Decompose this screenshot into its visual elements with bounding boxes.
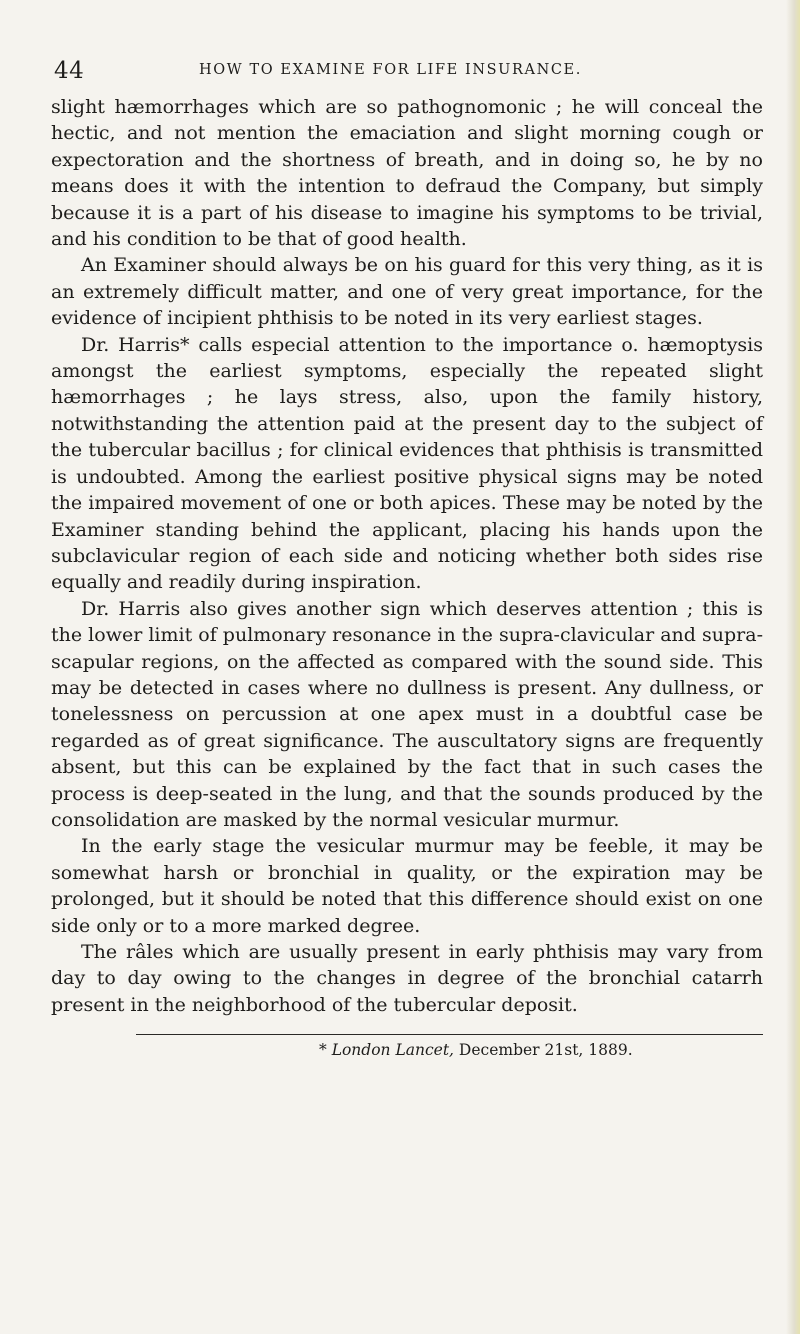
page-number: 44 [54,58,85,84]
paragraph-harris-haemoptysis: Dr. Harris* calls especial attention to the importance o. hæmoptysis amongst the earliest symptoms, especially the repeated slight hæmorrhages ; he lays stress, also, upon the family history, notwithstanding the attention paid at the present day to the subject of the tubercular bacillus ; for clinical evidences that phthisis is transmitted is undoubted. Among the earliest positive physical signs may be noted the impaired movement of one or both apices. These may be noted by the Examiner standing behind the applicant, placing his hands upon the subclavicular region of each side and noticing whether both sides rise equally and readily during inspiration. [51,333,763,594]
footnote-divider [136,1034,763,1035]
page-header [51,58,763,88]
footnote-date: December 21st, 1889. [454,1041,633,1060]
page-edge-shadow [786,0,800,1334]
paragraph-examiner-guard: An Examiner should always be on his guard for this very thing, as it is an extremely difficult matter, and one of very great importance, for the evidence of incipient phthisis to be noted in its very earliest stages. [51,254,763,330]
paragraph-continued: slight hæmorrhages which are so pathognomonic ; he will conceal the hectic, and not mention the emaciation and slight morning cough or expectoration and the shortness of breath, and in doing so, he by no means does it with the intention to defraud the Company, but simply because it is a part of his disease to imagine his symptoms to be trivial, and his condition to be that of good health. [51,96,763,251]
footnote [51,1039,763,1061]
footnote-marker: * [319,1041,332,1060]
paragraph-vesicular-murmur: In the early stage the vesicular murmur may be feeble, it may be somewhat harsh or bronchial in quality, or the expiration may be prolonged, but it should be noted that this difference should exist on one side only or to a more marked degree. [51,835,763,937]
body-text [51,94,763,1018]
running-title: HOW TO EXAMINE FOR LIFE INSURANCE. [199,62,582,78]
paragraph-rales: The râles which are usually present in early phthisis may vary from day to day owing to the changes in degree of the bronchial catarrh present in the neighborhood of the tubercular deposit. [51,941,763,1016]
book-page [51,58,763,1061]
paragraph-harris-resonance: Dr. Harris also gives another sign which deserves attention ; this is the lower limit of pulmonary resonance in the supra-clavicular and supra-scapular regions, on the affected as compared with the sound side. This may be detected in cases where no dullness is present. Any dullness, or tonelessness on percussion at one apex must in a doubtful case be regarded as of great significance. The auscultatory signs are frequently absent, but this can be explained by the fact that in such cases the process is deep-seated in the lung, and that the sounds produced by the consolidation are masked by the normal vesicular murmur. [51,597,763,831]
footnote-source-title: London Lancet, [331,1041,454,1060]
